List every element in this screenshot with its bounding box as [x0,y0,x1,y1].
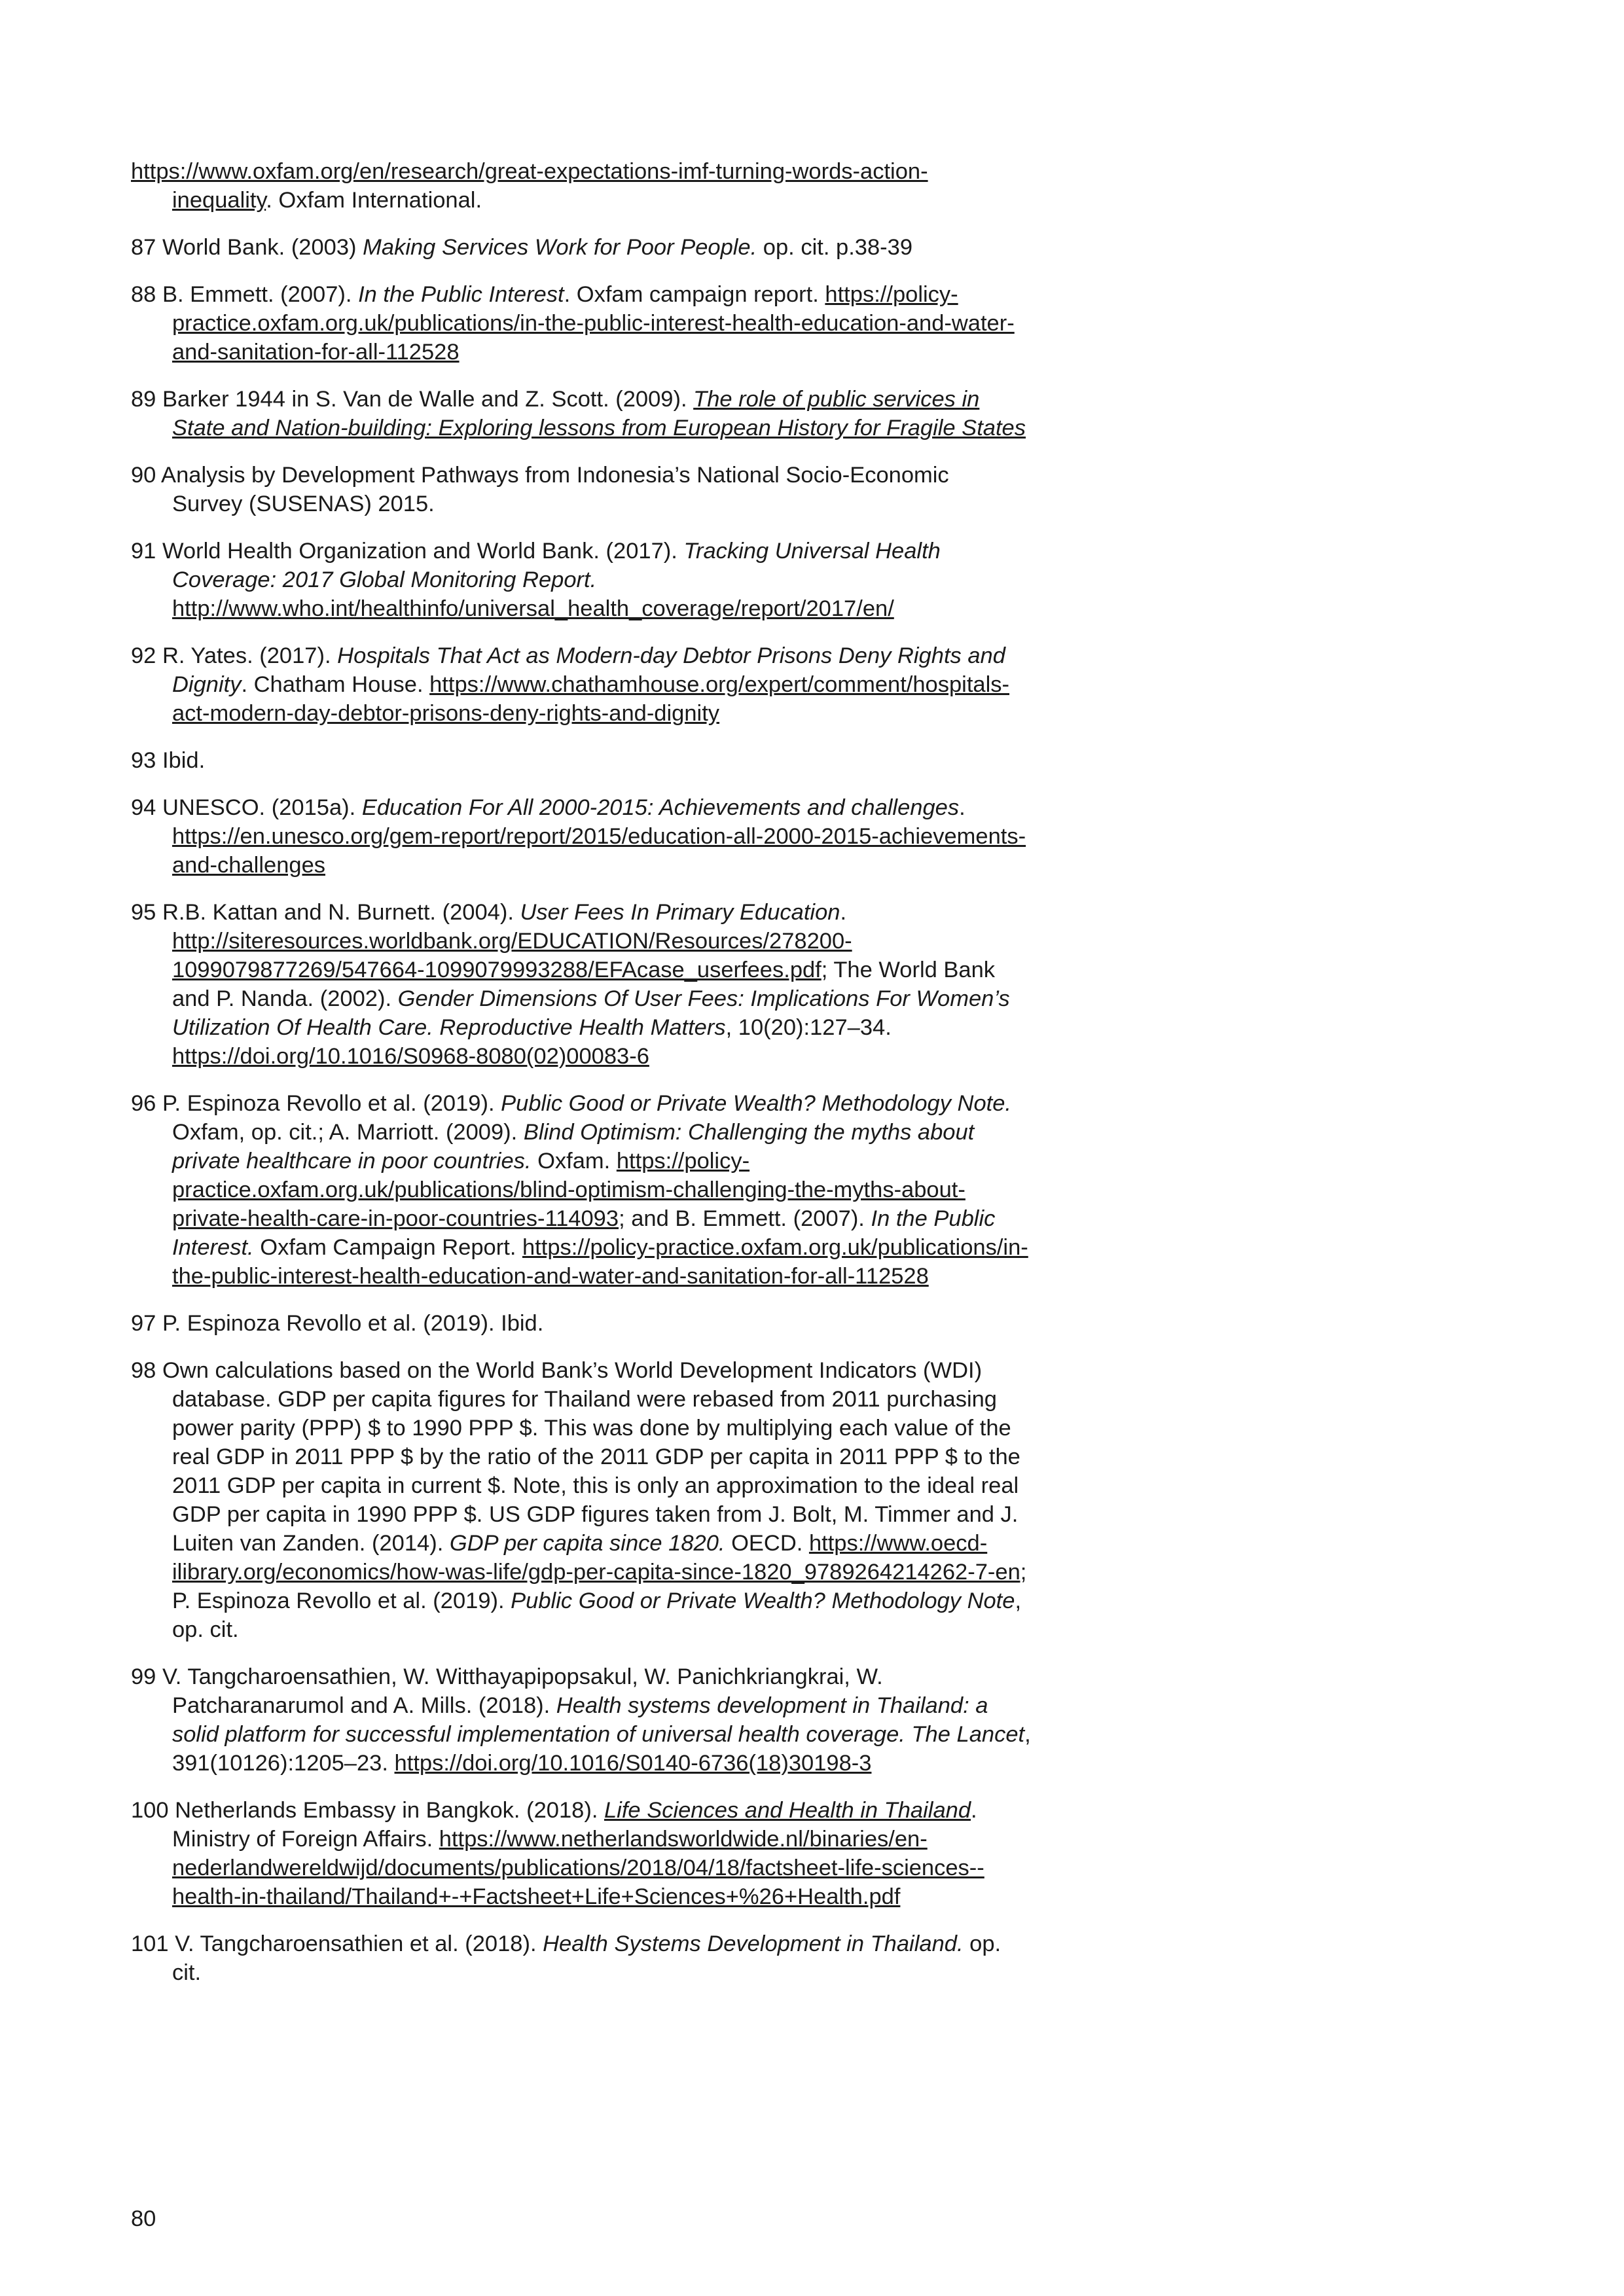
note-text: ; and B. Emmett. (2007). [619,1206,871,1231]
note-text: Patcharanarumol and A. Mills. (2018). [172,1693,556,1718]
italic-title: Life Sciences and Health in Thailand [604,1798,971,1823]
note-text: Oxfam, op. cit.; A. Marriott. (2009). [172,1120,524,1145]
italic-title: Public Good or Private Wealth? Methodology Note [511,1588,1015,1613]
reference-link[interactable] [604,1798,971,1823]
reference-link[interactable]: https://doi.org/10.1016/S0140-6736(18)30198-3 [394,1751,872,1776]
note-text: 95 R.B. Kattan and N. Burnett. (2004). [131,900,520,925]
reference-link[interactable]: http://www.who.int/healthinfo/universal_health_coverage/report/2017/en/ [172,596,894,621]
page-number: 80 [131,2206,156,2231]
note-text: P. Espinoza Revollo et al. (2019). [172,1588,511,1613]
reference-link[interactable]: practice.oxfam.org.uk/publications/in-the-public-interest-health-education-and-water- [172,311,1015,336]
reference-link[interactable]: practice.oxfam.org.uk/publications/blind-optimism-challenging-the-myths-about- [172,1177,965,1202]
note-text: OECD. [725,1531,809,1556]
note-text: . [959,795,965,820]
note-text: 92 R. Yates. (2017). [131,643,338,668]
endnote [131,233,1126,262]
note-text: 93 Ibid. [131,748,206,773]
reference-link[interactable]: http://siteresources.worldbank.org/EDUCATION/Resources/278200- [172,929,852,954]
note-text: 99 V. Tangcharoensathien, W. Witthayapipopsakul, W. Panichkriangkrai, W. [131,1664,883,1689]
endnote [131,1309,1126,1338]
italic-title: solid platform for successful implementation of universal health coverage. The Lancet [172,1722,1025,1747]
italic-title: Hospitals That Act as Modern-day Debtor Prisons Deny Rights and [337,643,1005,668]
note-text: 91 World Health Organization and World Bank. (2017). [131,539,684,564]
italic-title: Coverage: 2017 Global Monitoring Report. [172,567,597,592]
reference-link[interactable]: https://policy-practice.oxfam.org.uk/publications/in- [522,1235,1028,1260]
reference-link[interactable]: https://www.netherlandsworldwide.nl/binaries/en- [439,1827,928,1852]
reference-link[interactable]: https://www.oecd- [808,1531,988,1556]
italic-title: Gender Dimensions Of User Fees: Implications For Women’s [397,986,1010,1011]
note-text: , [1024,1722,1031,1747]
note-text: and P. Nanda. (2002). [172,986,398,1011]
reference-link[interactable]: private-health-care-in-poor-countries-114093 [172,1206,619,1231]
italic-title: Tracking Universal Health [683,539,941,564]
endnote [131,280,1126,367]
note-text: 87 World Bank. (2003) [131,235,363,260]
reference-link[interactable] [693,387,979,412]
italic-title: Making Services Work for Poor People. [363,235,757,260]
note-text: . [971,1798,977,1823]
endnote [131,898,1126,1071]
endnote [131,461,1126,518]
italic-title: Utilization Of Health Care. Reproductive Health Matters [172,1015,726,1040]
reference-link[interactable]: and-sanitation-for-all-112528 [172,340,460,365]
reference-link[interactable]: 1099079877269/547664-1099079993288/EFAcase_userfees.pdf [172,958,821,982]
endnote [131,385,1126,442]
reference-link[interactable] [172,416,1026,440]
note-text: power parity (PPP) $ to 1990 PPP $. This was done by multiplying each value of the [172,1416,1011,1441]
note-text: GDP per capita in 1990 PPP $. US GDP figures taken from J. Bolt, M. Timmer and J. [172,1502,1019,1527]
note-text: 96 P. Espinoza Revollo et al. (2019). [131,1091,501,1116]
endnote [131,1796,1126,1911]
endnote [131,641,1126,728]
endnote [131,793,1126,880]
note-text: , [1015,1588,1022,1613]
note-text: 88 B. Emmett. (2007). [131,282,359,307]
italic-title: Interest. [172,1235,254,1260]
endnote [131,537,1126,623]
reference-link[interactable]: the-public-interest-health-education-and-water-and-sanitation-for-all-112528 [172,1264,929,1289]
reference-link[interactable]: https://policy- [825,282,958,307]
reference-link[interactable]: https://www.chathamhouse.org/expert/comment/hospitals- [429,672,1010,697]
note-text: . [840,900,847,925]
note-text: 391(10126):1205–23. [172,1751,395,1776]
note-text: 2011 GDP per capita in current $. Note, this is only an approximation to the ideal real [172,1473,1019,1498]
note-text: 94 UNESCO. (2015a). [131,795,362,820]
italic-title: In the Public Interest [358,282,564,307]
endnotes-list [131,157,1126,1987]
endnote [131,1356,1126,1644]
italic-title: GDP per capita since 1820. [449,1531,725,1556]
italic-title: State and Nation-building: Exploring lessons from European History for Fragile States [172,416,1026,440]
note-text: . Oxfam International. [266,188,482,213]
note-text: ; The World Bank [821,958,996,982]
note-text: database. GDP per capita figures for Thailand were rebased from 2011 purchasing [172,1387,997,1412]
note-text: Survey (SUSENAS) 2015. [172,492,435,516]
reference-link[interactable]: nederlandwereldwijd/documents/publications/2018/04/18/factsheet-life-sciences-- [172,1856,984,1880]
italic-title: Education For All 2000-2015: Achievements and challenges [361,795,960,820]
note-text: . Chatham House. [241,672,430,697]
note-text: 89 Barker 1944 in S. Van de Walle and Z. Scott. (2009). [131,387,694,412]
reference-link[interactable]: https://policy- [616,1149,750,1174]
reference-link[interactable]: inequality [172,188,266,213]
note-text: op. [963,1931,1001,1956]
note-text: , 10(20):127–34. [725,1015,892,1040]
reference-link[interactable]: health-in-thailand/Thailand+-+Factsheet+Life+Sciences+%26+Health.pdf [172,1884,901,1909]
endnote [131,746,1126,775]
italic-title: User Fees In Primary Education [520,900,840,925]
note-text: Oxfam Campaign Report. [253,1235,522,1260]
note-text: real GDP in 2011 PPP $ by the ratio of the 2011 GDP per capita in 2011 PPP $ to the [172,1444,1020,1469]
note-text: . Oxfam campaign report. [564,282,825,307]
italic-title: Health systems development in Thailand: a [556,1693,988,1718]
italic-title: private healthcare in poor countries. [172,1149,532,1174]
note-text: 101 V. Tangcharoensathien et al. (2018). [131,1931,543,1956]
italic-title: Health Systems Development in Thailand. [543,1931,964,1956]
endnote [131,1089,1126,1291]
italic-title: Blind Optimism: Challenging the myths about [523,1120,975,1145]
reference-link[interactable]: https://en.unesco.org/gem-report/report/2015/education-all-2000-2015-achievements- [172,824,1026,849]
note-text: op. cit. [172,1617,239,1642]
endnote-continuation [131,157,1126,215]
reference-link[interactable]: https://doi.org/10.1016/S0968-8080(02)00083-6 [172,1044,649,1069]
note-text: Ministry of Foreign Affairs. [172,1827,439,1852]
italic-title: In the Public [871,1206,996,1231]
reference-link[interactable]: https://www.oxfam.org/en/research/great-expectations-imf-turning-words-action- [131,159,928,184]
reference-link[interactable]: ilibrary.org/economics/how-was-life/gdp-per-capita-since-1820_9789264214262-7-en; [172,1560,1027,1585]
note-text: op. cit. p.38-39 [757,235,913,260]
italic-title: Dignity [172,672,242,697]
note-text: 100 Netherlands Embassy in Bangkok. (2018). [131,1798,604,1823]
note-text: Oxfam. [531,1149,617,1174]
note-text: 98 Own calculations based on the World Bank’s World Development Indicators (WDI) [131,1358,983,1383]
note-text: 90 Analysis by Development Pathways from Indonesia’s National Socio-Economic [131,463,949,488]
note-text: cit. [172,1960,202,1985]
endnote [131,1662,1126,1778]
note-text: Luiten van Zanden. (2014). [172,1531,450,1556]
reference-link[interactable]: and-challenges [172,853,326,878]
note-text: 97 P. Espinoza Revollo et al. (2019). Ibid. [131,1311,544,1336]
endnote [131,1929,1126,1987]
italic-title: Public Good or Private Wealth? Methodology Note. [501,1091,1011,1116]
reference-link[interactable]: act-modern-day-debtor-prisons-deny-rights-and-dignity [172,701,720,726]
italic-title: The role of public services in [693,387,980,412]
